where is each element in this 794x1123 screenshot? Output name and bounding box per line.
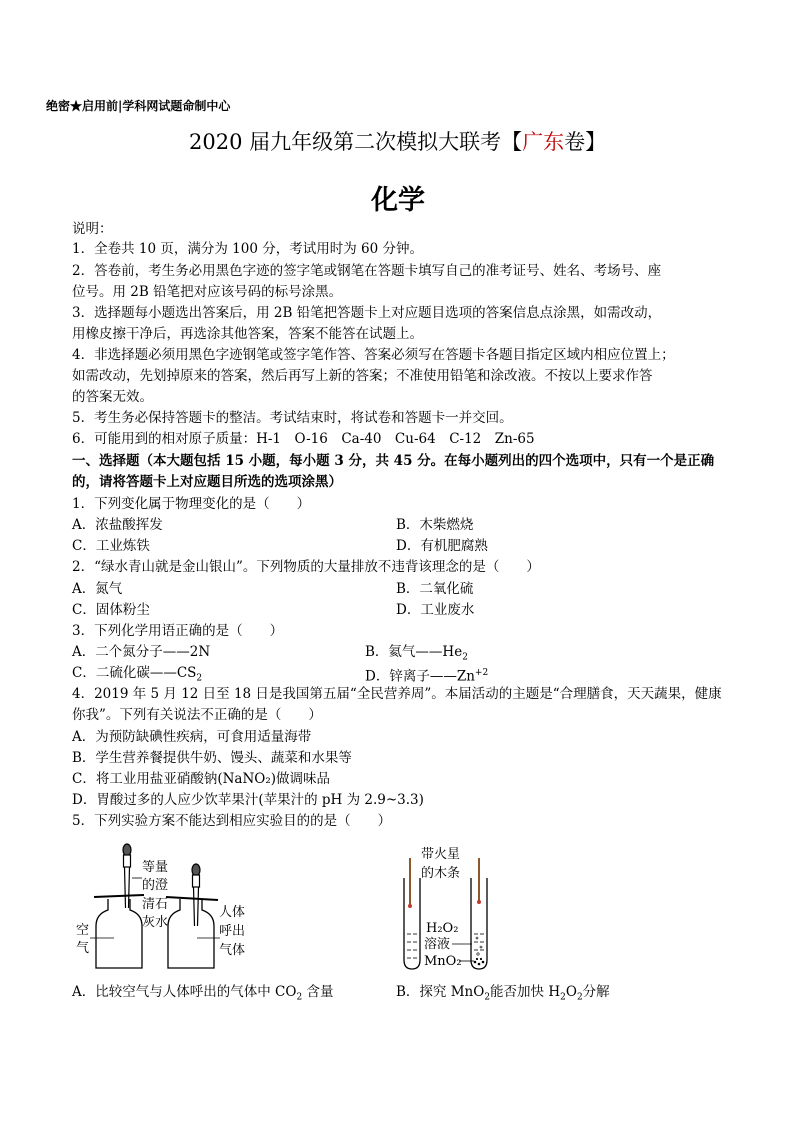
question-2-stem: 2．“绿水青山就是金山银山”。下列物质的大量排放不违背该理念的是（ ）: [72, 559, 540, 575]
svg-text:的澄: 的澄: [142, 878, 169, 893]
q1-option-c: C．工业炼铁: [72, 538, 150, 554]
dropper-right: [192, 864, 200, 926]
svg-text:呼出: 呼出: [219, 924, 246, 939]
q1-option-b: B．木柴燃烧: [396, 517, 474, 533]
svg-text:气: 气: [76, 941, 90, 956]
exam-title-region: 广东: [522, 130, 565, 154]
q2-option-c: C．固体粉尘: [72, 602, 150, 618]
instruction-line: 2．答卷前，考生务必用黑色字迹的签字笔或钢笔在答题卡填写自己的准考证号、姓名、考场号、座: [72, 263, 662, 279]
label-air: 空: [76, 923, 90, 938]
label-h2o2: H₂O₂: [426, 921, 459, 936]
question-1-stem: 1．下列变化属于物理变化的是（ ）: [72, 496, 311, 512]
section-heading: 一、选择题（本大题包括 15 小题，每小题 3 分，共 45 分。在每小题列出的四个选项中，只有一个是正确: [72, 453, 715, 469]
q2-option-b: B．二氧化硫: [396, 581, 474, 597]
subject-title: 化学: [371, 185, 425, 216]
instruction-line: 的答案无效。: [72, 389, 153, 405]
q1-option-d: D．有机肥腐熟: [396, 538, 488, 554]
q2-option-d: D．工业废水: [396, 602, 475, 618]
question-4-stem: 4．2019 年 5 月 12 日至 18 日是我国第五届“全民营养周”。本届活动的主题是“合理膳食，天天蔬果，健康: [72, 686, 722, 702]
glass-plate-left: [94, 895, 144, 897]
mno2-particles: [474, 958, 485, 965]
test-tube-left: [404, 878, 420, 969]
q4-option-b: B．学生营养餐提供牛奶、馒头、蔬菜和水果等: [72, 750, 352, 766]
exam-title-pre: 2020 届九年级第二次模拟大联考【: [189, 130, 523, 154]
question-5-stem: 5．下列实验方案不能达到相应实验目的的是（ ）: [72, 813, 392, 829]
glass-plate-right: [166, 897, 218, 900]
q4-option-d: D．胃酸过多的人应少饮苹果汁(苹果汁的 pH 为 2.9~3.3): [72, 792, 424, 808]
instruction-line: 1．全卷共 10 页，满分为 100 分，考试用时为 60 分钟。: [72, 241, 423, 257]
exam-title: [189, 126, 606, 156]
q3-option-a: A．二个氮分子——2N: [72, 644, 211, 660]
svg-text:气体: 气体: [219, 943, 246, 958]
q4-option-a: A．为预防缺碘性疾病，可食用适量海带: [72, 729, 312, 745]
instruction-line: 用橡皮擦干净后，再选涂其他答案，答案不能答在试题上。: [72, 326, 423, 342]
figure-a-caption: A．比较空气与人体呼出的气体中 $CO_2$ 含量: [72, 984, 334, 1003]
label-mno2: MnO₂: [424, 954, 462, 969]
confidential-mark: 绝密★启用前|学科网试题命制中心: [46, 99, 231, 113]
figure-a-diagram: [70, 838, 270, 976]
svg-text:清石: 清石: [142, 897, 169, 912]
q3-option-d: D．锌离子$——Zn^{+2}$: [365, 668, 489, 685]
label-top: 等量: [142, 860, 169, 875]
figure-b-diagram: [396, 838, 516, 976]
q3-option-c: C．二硫化碳$——CS_2$: [72, 665, 203, 684]
exam-title-post: 卷】: [564, 130, 607, 154]
instructions-heading: 说明：: [72, 221, 113, 237]
svg-text:灰水: 灰水: [142, 915, 169, 930]
svg-text:的木条: 的木条: [421, 866, 461, 881]
instruction-line: 5．考生务必保持答题卡的整洁。考试结束时，将试卷和答题卡一并交回。: [72, 410, 513, 426]
figure-b-caption: B．探究 MnO$_2$能否加快 $H_2O_2$分解: [396, 984, 610, 1003]
gas-bottle-right: [168, 899, 214, 968]
q1-option-a: A．浓盐酸挥发: [72, 517, 163, 533]
label-splint: 带火星: [421, 847, 461, 862]
dropper-left: [123, 844, 131, 908]
label-solution: 溶液: [424, 937, 451, 952]
q4-option-c: C．将工业用盐亚硝酸钠(NaNO₂)做调味品: [72, 771, 331, 787]
q2-option-a: A．氮气: [72, 581, 123, 597]
instruction-line: 如需改动，先划掉原来的答案，然后再写上新的答案；不准使用铅笔和涂改液。不按以上要求作答: [72, 368, 653, 384]
instruction-line: 3．选择题每小题选出答案后，用 2B 铅笔把答题卡上对应题目选项的答案信息点涂黑，如需改动，: [72, 305, 662, 321]
instruction-line: 位号。用 2B 铅笔把对应该号码的标号涂黑。: [72, 284, 343, 300]
gas-bottle-left: [96, 899, 142, 968]
instruction-line: 4．非选择题必须用黑色字迹钢笔或签字笔作答、答案必须写在答题卡各题目指定区域内相应位置上；: [72, 347, 675, 363]
instruction-line: 6．可能用到的相对原子质量：H-1 O-16 Ca-40 Cu-64 C-12 Zn-65: [72, 431, 535, 447]
question-4-stem-cont: 你我”。下列有关说法不正确的是（ ）: [72, 707, 322, 723]
section-heading-cont: 的，请将答题卡上对应题目所选的选项涂黑）: [72, 474, 342, 490]
q3-option-b: B．氦气$——He_2$: [365, 644, 468, 663]
question-3-stem: 3．下列化学用语正确的是（ ）: [72, 623, 284, 639]
label-breath: 人体: [219, 905, 246, 920]
